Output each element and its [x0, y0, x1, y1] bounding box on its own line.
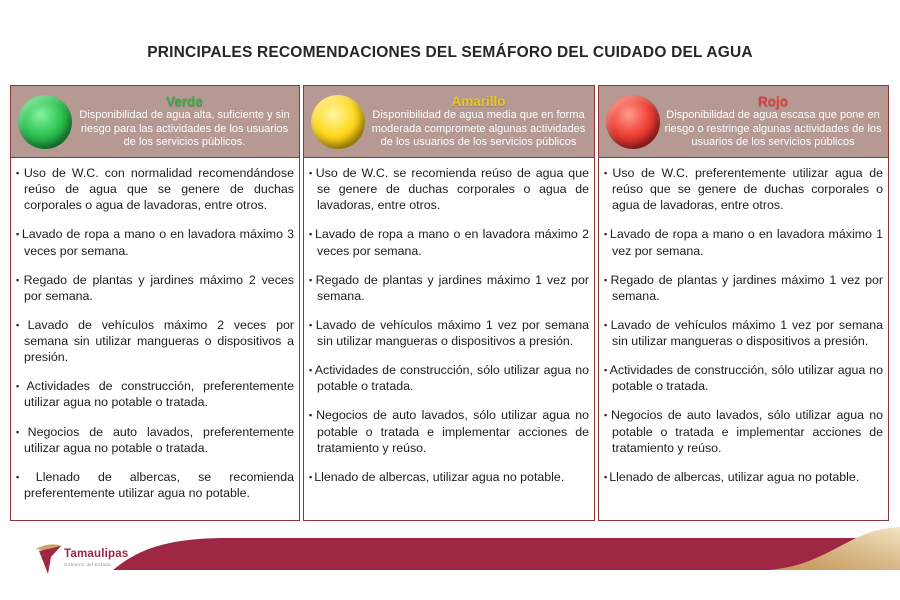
list-item: ▪ Actividades de construcción, sólo utilizar agua no potable o tratada. — [309, 362, 589, 394]
list-item: ▪ Actividades de construcción, preferentemente utilizar agua no potable o tratada. — [16, 378, 294, 410]
list-item: ▪ Lavado de ropa a mano o en lavadora máximo 3 veces por semana. — [16, 226, 294, 258]
tamaulipas-logo-icon — [36, 544, 62, 574]
list-item: ▪ Uso de W.C. con normalidad recomendándose reúso de agua que se genere de duchas corporales o agua de lavadoras, entre otros. — [16, 165, 294, 213]
amarillo-description: Disponibilidad de agua media que en forma moderada compromete algunas actividades de los usuarios de los servicios públicos — [371, 109, 586, 148]
rojo-header-text — [664, 94, 882, 149]
column-rojo — [598, 85, 889, 521]
footer-band — [0, 520, 900, 600]
logo-subtitle: Gobierno del Estado — [64, 561, 111, 567]
red-light-icon — [606, 95, 660, 149]
amarillo-header-text — [369, 94, 588, 149]
verde-header-text — [76, 94, 293, 149]
list-item: ▪ Negocios de auto lavados, sólo utilizar agua no potable o tratada e implementar acciones de tratamiento y reúso. — [604, 407, 883, 455]
amarillo-items — [304, 158, 594, 504]
verde-body — [10, 157, 300, 521]
amarillo-header — [303, 85, 595, 158]
rojo-items — [599, 158, 888, 504]
green-light-icon — [18, 95, 72, 149]
verde-items — [11, 158, 299, 520]
list-item: ▪ Actividades de construcción, sólo utilizar agua no potable o tratada. — [604, 362, 883, 394]
verde-label: Verde — [166, 93, 203, 109]
tamaulipas-logo-text — [64, 549, 128, 567]
recommendations-table — [10, 85, 889, 521]
list-item: ▪ Regado de plantas y jardines máximo 2 veces por semana. — [16, 272, 294, 304]
list-item: ▪ Llenado de albercas, se recomienda preferentemente utilizar agua no potable. — [16, 469, 294, 501]
list-item: ▪ Lavado de vehículos máximo 1 vez por semana sin utilizar mangueras o dispositivos a presión. — [604, 317, 883, 349]
logo-name: Tamaulipas — [64, 548, 129, 560]
list-item: ▪ Uso de W.C. preferentemente utilizar agua de reúso que se genere de duchas corporales o agua de lavadoras, entre otros. — [604, 165, 883, 213]
page-title: PRINCIPALES RECOMENDACIONES DEL SEMÁFORO DEL CUIDADO DEL AGUA — [147, 44, 753, 61]
list-item: ▪ Lavado de vehículos máximo 2 veces por semana sin utilizar mangueras o dispositivos a presión. — [16, 317, 294, 365]
rojo-label: Rojo — [758, 93, 788, 109]
list-item: ▪ Regado de plantas y jardines máximo 1 vez por semana. — [309, 272, 589, 304]
list-item: ▪ Negocios de auto lavados, preferentemente utilizar agua no potable o tratada. — [16, 424, 294, 456]
amarillo-label: Amarillo — [451, 93, 506, 109]
rojo-body — [598, 157, 889, 521]
rojo-description: Disponibilidad de agua escasa que pone en riesgo o restringe algunas actividades de los usuarios de los servicios públicos — [664, 109, 882, 148]
list-item: ▪ Lavado de ropa a mano o en lavadora máximo 1 vez por semana. — [604, 226, 883, 258]
verde-description: Disponibilidad de agua alta, suficiente y sin riesgo para las actividades de los usuarios de los servicios públicos. — [79, 109, 290, 148]
yellow-light-icon — [311, 95, 365, 149]
amarillo-body — [303, 157, 595, 521]
list-item: ▪ Lavado de ropa a mano o en lavadora máximo 2 veces por semana. — [309, 226, 589, 258]
list-item: ▪ Uso de W.C. se recomienda reúso de agua que se genere de duchas corporales o agua de lavadoras, entre otros. — [309, 165, 589, 213]
column-amarillo — [303, 85, 595, 521]
verde-header — [10, 85, 300, 158]
list-item: ▪ Negocios de auto lavados, sólo utilizar agua no potable o tratada e implementar acciones de tratamiento y reúso. — [309, 407, 589, 455]
column-verde — [10, 85, 300, 521]
list-item: ▪ Lavado de vehículos máximo 1 vez por semana sin utilizar mangueras o dispositivos a presión. — [309, 317, 589, 349]
list-item: ▪ Regado de plantas y jardines máximo 1 vez por semana. — [604, 272, 883, 304]
list-item: ▪ Llenado de albercas, utilizar agua no potable. — [604, 469, 883, 485]
rojo-header — [598, 85, 889, 158]
list-item: ▪ Llenado de albercas, utilizar agua no potable. — [309, 469, 589, 485]
maroon-ribbon — [113, 538, 900, 570]
